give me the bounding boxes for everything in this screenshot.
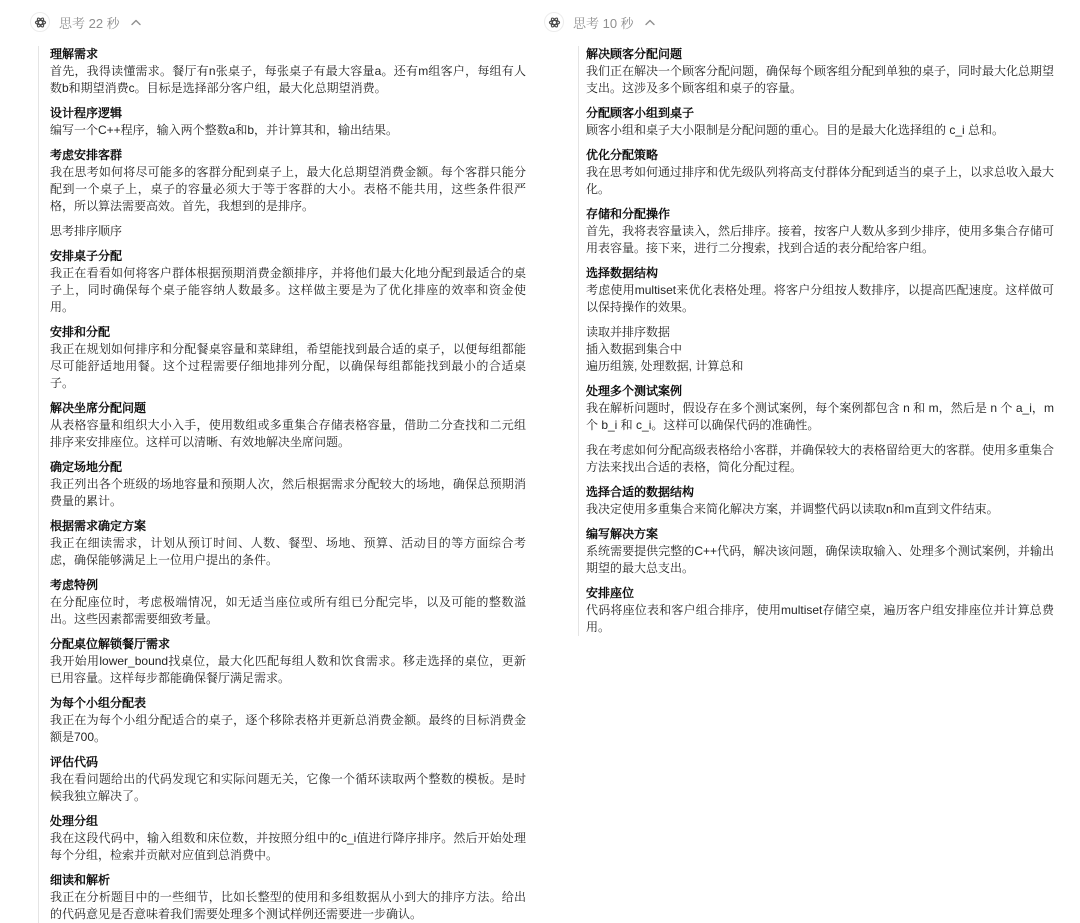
thought-section-heading: 选择合适的数据结构 [586, 485, 695, 499]
thought-section [50, 577, 526, 628]
thought-section-heading: 安排座位 [586, 586, 635, 600]
thought-section-heading: 优化分配策略 [586, 148, 659, 162]
thought-section-heading: 考虑安排客群 [50, 148, 123, 162]
thought-section-heading: 解决坐席分配问题 [50, 401, 147, 415]
thought-section [586, 383, 1054, 476]
thought-section-heading: 解决顾客分配问题 [586, 47, 683, 61]
thinking-header-right[interactable] [544, 12, 1062, 32]
thought-paragraph: 我正在细读需求，计划从预订时间、人数、餐型、场地、预算、活动目的等方面综合考虑，确保能够满足上一位用户提出的条件。 [50, 536, 526, 567]
thinking-body-left [38, 46, 532, 923]
thought-paragraph: 我在解析问题时，假设存在多个测试案例，每个案例都包含 n 和 m，然后是 n 个 a_i，m 个 b_i 和 c_i。这样可以确保代码的准确性。 [586, 401, 1054, 432]
thought-section-heading: 细读和解析 [50, 873, 111, 887]
thinking-duration-label: 思考 10 秒 [573, 15, 634, 31]
thought-paragraph: 我正在看看如何将客户群体根据预期消费金额排序，并将他们最大化地分配到最适合的桌子上，同时确保每个桌子能容纳人数最多。这样做主要是为了优化排座的效率和资金使用。 [50, 266, 526, 314]
thought-section [586, 585, 1054, 636]
thought-section [586, 206, 1054, 257]
chevron-up-icon[interactable] [645, 19, 655, 26]
thought-paragraph: 系统需要提供完整的C++代码，解决该问题，确保读取输入、处理多个测试案例，并输出期望的最大总支出。 [586, 544, 1054, 575]
thought-section [50, 147, 526, 215]
thought-section-heading: 分配顾客小组到桌子 [586, 106, 695, 120]
thought-section-heading: 确定场地分配 [50, 460, 123, 474]
thought-section [50, 324, 526, 392]
thought-section [586, 526, 1054, 577]
thought-section-heading: 评估代码 [50, 755, 99, 769]
thought-paragraph: 考虑使用multiset来优化表格处理。将客户分组按人数排序，以提高匹配速度。这样做可以保持操作的效果。 [586, 283, 1054, 314]
thought-paragraph: 我正在为每个小组分配适合的桌子，逐个移除表格并更新总消费金额。最终的目标消费金额是700。 [50, 713, 526, 744]
thought-paragraph: 我决定使用多重集合来简化解决方案，并调整代码以读取n和m直到文件结束。 [586, 502, 999, 516]
thought-section-heading: 存储和分配操作 [586, 207, 671, 221]
thought-section-heading: 根据需求确定方案 [50, 519, 147, 533]
thought-paragraph: 我正列出各个班级的场地容量和预期人次，然后根据需求分配较大的场地，确保总预期消费量的累计。 [50, 477, 526, 508]
thought-section [50, 46, 526, 97]
thought-section [586, 46, 1054, 97]
thinking-header-left[interactable] [30, 12, 532, 32]
thought-section-heading: 分配桌位解锁餐厅需求 [50, 637, 171, 651]
thought-section [50, 105, 526, 139]
openai-logo-icon [30, 12, 50, 32]
thought-paragraph: 首先，我得读懂需求。餐厅有n张桌子，每张桌子有最大容量a。还有m组客户，每组有人数b和期望消费c。目标是选择部分客户组，最大化总期望消费。 [50, 64, 526, 95]
thought-section-heading: 考虑特例 [50, 578, 99, 592]
thought-section [586, 147, 1054, 198]
thought-paragraph: 我在考虑如何分配高级表格给小客群，并确保较大的表格留给更大的客群。使用多重集合方法来找出合适的表格，简化分配过程。 [586, 443, 1055, 474]
thought-paragraph: 编写一个C++程序，输入两个整数a和b，并计算其和，输出结果。 [50, 123, 399, 137]
thought-section-heading: 编写解决方案 [586, 527, 659, 541]
thinking-trace-panel-right [540, 0, 1080, 891]
thought-section [586, 105, 1054, 139]
thought-paragraph: 我们正在解决一个顾客分配问题，确保每个顾客组分配到单独的桌子，同时最大化总期望支出。这涉及多个顾客组和桌子的容量。 [586, 64, 1055, 95]
thought-paragraph: 我在这段代码中，输入组数和床位数，并按照分组中的c_i值进行降序排序。然后开始处理每个分组，检索并贡献对应值到总消费中。 [50, 831, 526, 862]
thought-paragraph: 插入数据到集合中 [586, 342, 683, 356]
openai-logo-icon [544, 12, 564, 32]
thought-paragraph: 顾客小组和桌子大小限制是分配问题的重心。目的是最大化选择组的 c_i 总和。 [586, 123, 1005, 137]
thought-section [50, 223, 526, 240]
thinking-trace-panel-left [0, 0, 540, 921]
thinking-body-right [578, 46, 1062, 636]
thought-paragraph: 首先，我将表容量读入，然后排序。接着，按客户人数从多到少排序，使用多集合存储可用表容量。接下来，进行二分搜索，找到合适的表分配给客户组。 [586, 224, 1055, 255]
thought-paragraph: 我正在规划如何排序和分配餐桌容量和菜肆组，希望能找到最合适的桌子，以便每组都能尽可能舒适地用餐。这个过程需要仔细地排列分配，以确保每组都能找到最小的合适桌子。 [50, 342, 526, 390]
thought-paragraph: 我正在分析题目中的一些细节，比如长整型的使用和多组数据从小到大的排序方法。给出的代码意见是否意味着我们需要处理多个测试样例还需要进一步确认。 [50, 890, 526, 921]
thought-section [50, 400, 526, 451]
thought-section-heading: 设计程序逻辑 [50, 106, 123, 120]
thought-section [50, 872, 526, 923]
thinking-duration-label: 思考 22 秒 [59, 15, 120, 31]
thought-paragraph: 我在看问题给出的代码发现它和实际问题无关，它像一个循环读取两个整数的模板。是时候我独立解决了。 [50, 772, 526, 803]
thought-section [586, 324, 1054, 375]
thought-section [50, 248, 526, 316]
thought-paragraph: 思考排序顺序 [50, 224, 123, 238]
thought-paragraph: 我在思考如何将尽可能多的客群分配到桌子上，最大化总期望消费金额。每个客群只能分配到一个桌子上，桌子的容量必须大于等于客群的大小。表格不能共用，这些条件很严格，所以算法需要高效。首先，我想到的是排序。 [50, 165, 526, 213]
thought-paragraph: 代码将座位表和客户组合排序，使用multiset存储空桌，遍历客户组安排座位并计算总费用。 [586, 603, 1054, 634]
thought-section-heading: 选择数据结构 [586, 266, 659, 280]
thought-section-heading: 为每个小组分配表 [50, 696, 147, 710]
thought-paragraph: 我开始用lower_bound找桌位，最大化匹配每组人数和饮食需求。移走选择的桌位，更新已用容量。这样每步都能确保餐厅满足需求。 [50, 654, 526, 685]
thought-section [586, 484, 1054, 518]
thought-section [50, 518, 526, 569]
thought-section-heading: 安排和分配 [50, 325, 111, 339]
thought-section-heading: 处理多个测试案例 [586, 384, 683, 398]
thought-section [50, 459, 526, 510]
thought-section [50, 754, 526, 805]
thought-section [586, 265, 1054, 316]
thought-section [50, 695, 526, 746]
thought-section-heading: 处理分组 [50, 814, 99, 828]
thought-section-heading: 安排桌子分配 [50, 249, 123, 263]
thought-paragraph: 遍历组簇, 处理数据, 计算总和 [586, 359, 744, 373]
chevron-up-icon[interactable] [131, 19, 141, 26]
thought-section [50, 813, 526, 864]
thought-paragraph: 在分配座位时，考虑极端情况，如无适当座位或所有组已分配完毕，以及可能的整数溢出。这些因素都需要细致考量。 [50, 595, 526, 626]
thought-paragraph: 读取并排序数据 [586, 325, 671, 339]
thought-paragraph: 从表格容量和组织大小入手，使用数组或多重集合存储表格容量，借助二分查找和二元组排序来安排座位。这样可以清晰、有效地解决坐席问题。 [50, 418, 526, 449]
thought-section [50, 636, 526, 687]
thought-section-heading: 理解需求 [50, 47, 99, 61]
thought-paragraph: 我在思考如何通过排序和优先级队列将高支付群体分配到适当的桌子上，以求总收入最大化。 [586, 165, 1055, 196]
